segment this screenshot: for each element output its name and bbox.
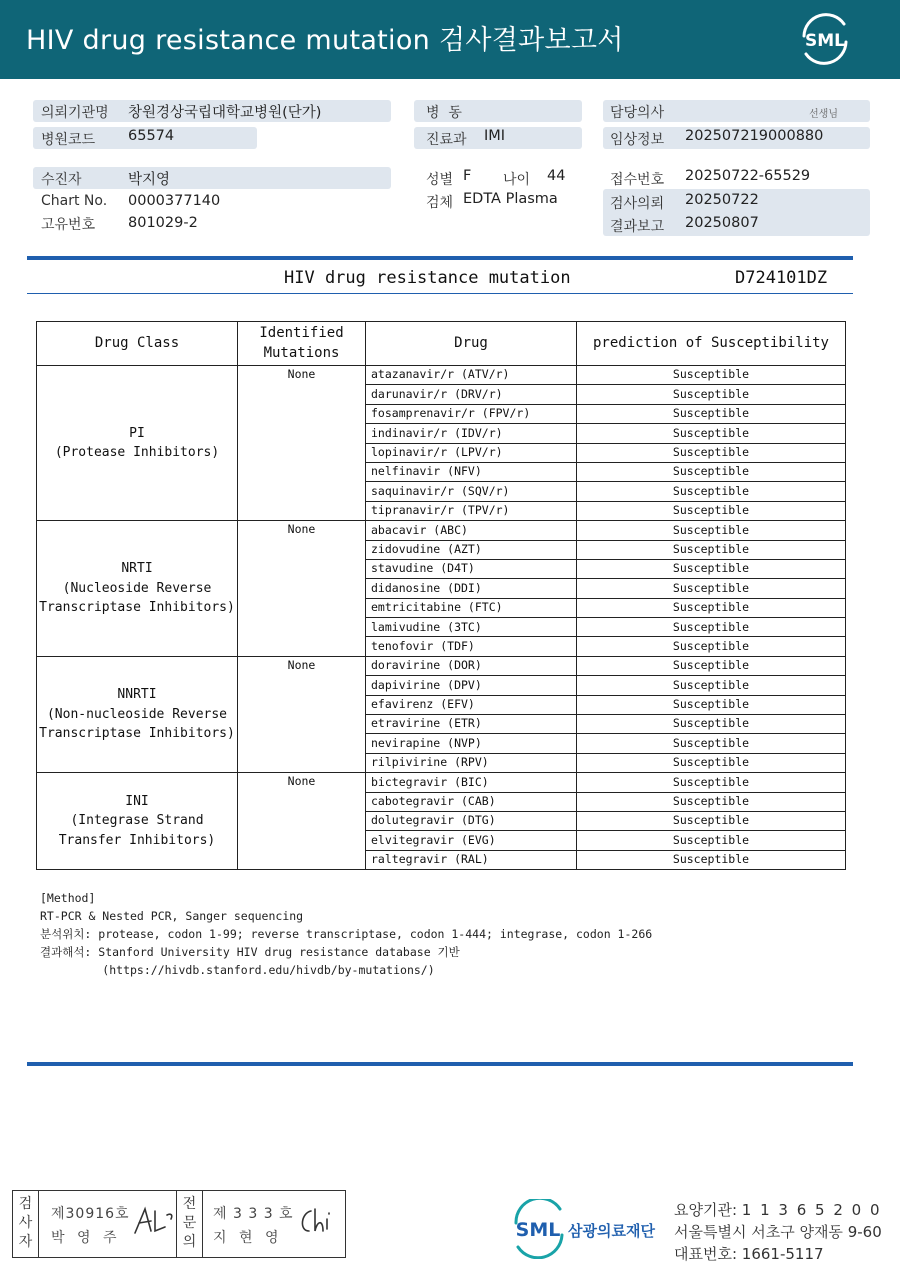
drug-class-line: INI: [125, 793, 149, 809]
drug-class-line: PI: [129, 425, 145, 441]
drug-cell: dapivirine (DPV): [366, 676, 577, 695]
drug-cell: fosamprenavir/r (FPV/r): [366, 404, 577, 423]
prediction-cell: Susceptible: [577, 618, 846, 637]
identified-mutations-cell: None: [238, 366, 366, 521]
id-no-value: 801029-2: [128, 215, 198, 231]
drug-cell: darunavir/r (DRV/r): [366, 385, 577, 404]
prediction-cell: Susceptible: [577, 366, 846, 385]
specialist-signature-icon: [295, 1205, 339, 1239]
method-heading: [Method]: [40, 891, 96, 905]
method-technique: RT-PCR & Nested PCR, Sanger sequencing: [40, 909, 304, 923]
prediction-cell: Susceptible: [577, 850, 846, 869]
prediction-cell: Susceptible: [577, 385, 846, 404]
prediction-cell: Susceptible: [577, 521, 846, 540]
specialist-name: 지 현 영: [213, 1230, 283, 1246]
age-value: 44: [547, 168, 566, 184]
header-mutations-line2: Mutations: [263, 344, 340, 361]
drug-class-line: Transcriptase Inhibitors): [39, 600, 235, 616]
patient-field: [33, 167, 391, 189]
drug-cell: stavudine (D4T): [366, 559, 577, 578]
header-mutations-line1: Identified: [259, 324, 344, 341]
header-prediction: prediction of Susceptibility: [577, 322, 846, 366]
drug-class-line: (Protease Inhibitors): [54, 445, 220, 461]
drug-cell: atazanavir/r (ATV/r): [366, 366, 577, 385]
drug-cell: lopinavir/r (LPV/r): [366, 443, 577, 462]
method-section: [40, 889, 652, 979]
prediction-cell: Susceptible: [577, 753, 846, 772]
tester-label: 검 사 자: [13, 1191, 39, 1257]
identified-mutations-cell: None: [238, 656, 366, 772]
drug-cell: bictegravir (BIC): [366, 773, 577, 792]
resistance-table: [36, 321, 846, 870]
id-no-label: 고유번호: [41, 217, 96, 233]
prediction-cell: Susceptible: [577, 424, 846, 443]
prediction-cell: Susceptible: [577, 676, 846, 695]
requester-label: 의뢰기관명: [41, 105, 109, 121]
drug-cell: elvitegravir (EVG): [366, 831, 577, 850]
request-date-value: 20250722: [685, 192, 759, 208]
hospital-code-label: 병원코드: [41, 132, 96, 148]
method-region: 분석위치: protease, codon 1-99; reverse transcriptase, codon 1-444; integrase, codon 1-266: [40, 927, 653, 941]
specimen-label: 검체: [426, 195, 454, 211]
drug-cell: nevirapine (NVP): [366, 734, 577, 753]
signature-box: [12, 1190, 346, 1258]
dept-value: IMI: [484, 128, 506, 144]
test-code: D724101DZ: [735, 268, 828, 288]
sml-logo-icon: [796, 12, 854, 66]
drug-class-line: (Nucleoside Reverse: [62, 580, 212, 596]
footer-code: 요양기관: 1 1 3 6 5 2 0 0: [674, 1201, 882, 1219]
ward-label: 병 동: [426, 105, 462, 121]
footer-logo-text: SML: [515, 1219, 561, 1241]
specimen-value: EDTA Plasma: [463, 191, 558, 207]
prediction-cell: Susceptible: [577, 811, 846, 830]
footer-code-value: 1 1 3 6 5 2 0 0: [741, 1201, 882, 1219]
header-drug-class: Drug Class: [37, 322, 238, 366]
sml-foundation-logo-icon: [510, 1199, 666, 1259]
footer-address: 서울특별시 서초구 양재동 9-60: [674, 1223, 882, 1241]
prediction-cell: Susceptible: [577, 831, 846, 850]
drug-cell: indinavir/r (IDV/r): [366, 424, 577, 443]
drug-cell: cabotegravir (CAB): [366, 792, 577, 811]
drug-cell: tenofovir (TDF): [366, 637, 577, 656]
footer-phone-value: 1661-5117: [741, 1245, 824, 1263]
drug-cell: emtricitabine (FTC): [366, 598, 577, 617]
drug-cell: efavirenz (EFV): [366, 695, 577, 714]
method-interpretation: 결과해석: Stanford University HIV drug resistance database 기반: [40, 945, 460, 959]
table-row: [37, 521, 846, 540]
method-url: (https://hivdb.stanford.edu/hivdb/by-mutations/): [40, 963, 435, 977]
drug-cell: dolutegravir (DTG): [366, 811, 577, 830]
prediction-cell: Susceptible: [577, 540, 846, 559]
drug-cell: raltegravir (RAL): [366, 850, 577, 869]
drug-cell: tipranavir/r (TPV/r): [366, 501, 577, 520]
bottom-rule: [27, 1062, 853, 1066]
drug-cell: saquinavir/r (SQV/r): [366, 482, 577, 501]
tester-signature-icon: [131, 1205, 175, 1239]
drug-cell: lamivudine (3TC): [366, 618, 577, 637]
drug-cell: doravirine (DOR): [366, 656, 577, 675]
chart-no-value: 0000377140: [128, 193, 221, 209]
prediction-cell: Susceptible: [577, 773, 846, 792]
prediction-cell: Susceptible: [577, 637, 846, 656]
prediction-cell: Susceptible: [577, 443, 846, 462]
report-date-value: 20250807: [685, 215, 759, 231]
prediction-cell: Susceptible: [577, 462, 846, 481]
doctor-label: 담당의사: [610, 105, 665, 121]
drug-class-cell: [37, 773, 238, 870]
prediction-cell: Susceptible: [577, 734, 846, 753]
drug-class-cell: [37, 521, 238, 657]
prediction-cell: Susceptible: [577, 404, 846, 423]
header-mutations: [238, 322, 366, 366]
prediction-cell: Susceptible: [577, 559, 846, 578]
table-row: [37, 773, 846, 792]
drug-class-line: Transfer Inhibitors): [58, 832, 216, 848]
prediction-cell: Susceptible: [577, 482, 846, 501]
footer-org-name: 삼광의료재단: [568, 1222, 655, 1240]
section-title: HIV drug resistance mutation: [284, 268, 571, 288]
prediction-cell: Susceptible: [577, 598, 846, 617]
drug-cell: etravirine (ETR): [366, 715, 577, 734]
drug-class-line: (Non-nucleoside Reverse: [46, 706, 227, 722]
prediction-cell: Susceptible: [577, 695, 846, 714]
header-drug: Drug: [366, 322, 577, 366]
prediction-cell: Susceptible: [577, 501, 846, 520]
chart-no-label: Chart No.: [41, 193, 108, 209]
report-date-label: 결과보고: [610, 219, 665, 235]
drug-cell: didanosine (DDI): [366, 579, 577, 598]
drug-cell: zidovudine (AZT): [366, 540, 577, 559]
drug-cell: abacavir (ABC): [366, 521, 577, 540]
footer-phone: 대표번호: 1661-5117: [674, 1245, 824, 1263]
hospital-code-value: 65574: [128, 128, 175, 144]
specialist-label: 전 문 의: [177, 1191, 203, 1257]
request-date-label: 검사의뢰: [610, 196, 665, 212]
drug-class-line: NNRTI: [117, 687, 157, 703]
patient-label: 수진자: [41, 172, 82, 188]
sex-value: F: [463, 168, 472, 184]
drug-cell: rilpivirine (RPV): [366, 753, 577, 772]
receipt-label: 접수번호: [610, 172, 665, 188]
drug-class-cell: [37, 366, 238, 521]
prediction-cell: Susceptible: [577, 715, 846, 734]
clinical-info-label: 임상정보: [610, 132, 665, 148]
sex-label: 성별: [426, 172, 454, 188]
table-row: [37, 656, 846, 675]
age-label: 나이: [503, 172, 531, 188]
specialist-license: 제 3 3 3 호: [213, 1206, 294, 1222]
identified-mutations-cell: None: [238, 521, 366, 657]
dept-label: 진료과: [426, 132, 467, 148]
patient-name: 박지영: [128, 172, 171, 188]
drug-class-line: NRTI: [121, 561, 153, 577]
prediction-cell: Susceptible: [577, 656, 846, 675]
prediction-cell: Susceptible: [577, 792, 846, 811]
section-rule-bottom: [27, 293, 853, 294]
identified-mutations-cell: None: [238, 773, 366, 870]
tester-license: 제30916호: [51, 1206, 130, 1222]
drug-cell: nelfinavir (NFV): [366, 462, 577, 481]
drug-class-cell: [37, 656, 238, 772]
table-header-row: [37, 322, 846, 366]
doctor-note: 선생님: [809, 109, 838, 120]
section-rule-top: [27, 256, 853, 260]
clinical-info-value: 20250721900088​0: [685, 128, 824, 144]
drug-class-line: (Integrase Strand: [70, 813, 204, 829]
receipt-value: 20250722-65529: [685, 168, 811, 184]
resistance-table-body: [37, 366, 846, 870]
requester-value: 창원경상국립대학교병원(단가): [128, 105, 322, 121]
report-title: HIV drug resistance mutation 검사결과보고서: [26, 25, 624, 56]
tester-name: 박 영 주: [51, 1230, 121, 1246]
prediction-cell: Susceptible: [577, 579, 846, 598]
drug-class-line: Transcriptase Inhibitors): [39, 726, 235, 742]
table-row: [37, 366, 846, 385]
sml-logo-text: SML: [805, 31, 845, 51]
